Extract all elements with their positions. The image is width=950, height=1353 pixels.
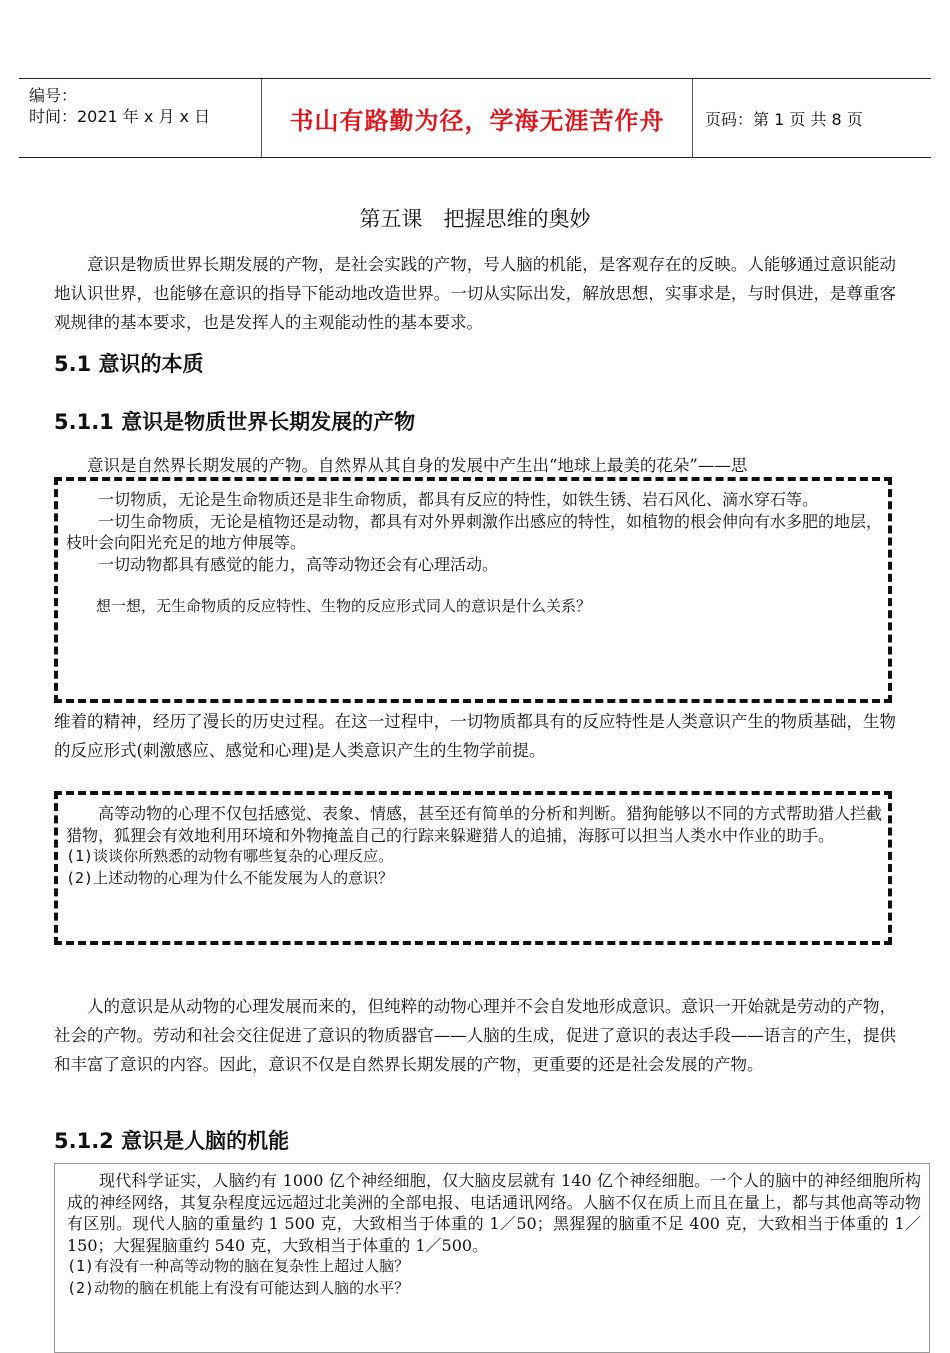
reading-box-reaction [54,477,892,703]
document-number: 编号： [29,86,78,105]
think-question: 想一想，无生命物质的反应特性、生物的反应形式同人的意识是什么关系？ [96,597,592,615]
section-heading-5-1: 5.1 意识的本质 [54,352,204,376]
document-date: 时间：2021 年 x 月 x 日 [29,107,211,126]
box-paragraph: 一切物质，无论是生命物质还是非生命物质，都具有反应的特性，如铁生锈、岩石风化、滴水穿石等。 [98,490,819,509]
section-heading-5-1-1: 5.1.1 意识是物质世界长期发展的产物 [54,410,416,434]
reading-box-animal-psychology [54,791,892,945]
section-heading-5-1-2: 5.1.2 意识是人脑的机能 [54,1129,290,1153]
box-question-1: (1)有没有一种高等动物的脑在复杂性上超过人脑？ [67,1257,410,1275]
header-motto: 书山有路勤为径，学海无涯苦作舟 [262,79,693,157]
box-question-2: (2)上述动物的心理为什么不能发展为人的意识？ [66,868,394,887]
box-question-2: (2)动物的脑在机能上有没有可能达到人脑的水平？ [67,1278,410,1297]
reading-box-brain [54,1163,930,1353]
paragraph-nature-start: 意识是自然界长期发展的产物。自然界从其自身的发展中产生出“地球上最美的花朵”——思 [87,456,748,475]
paragraph-nature-end: 维着的精神，经历了漫长的历史过程。在这一过程中，一切物质都具有的反应特性是人类意识产生的物质基础，生物的反应形式(刺激感应、感觉和心理)是人类意识产生的生物学前提。 [54,712,896,760]
page-info: 页码：第 1 页 共 8 页 [705,109,863,129]
box-paragraph: 现代科学证实，人脑约有 1000 亿个神经细胞，仅大脑皮层就有 140 亿个神经细胞。一个人的脑中的神经细胞所构成的神经网络，其复杂程度远远超过北美洲的全部电报、电话通讯网络。人脑不仅在质上而且在量上，都与其他高等动物有区别。现代人脑的重量约 1 500 克，大致相当于体重的 1／50；黑猩猩的脑重不足 400 克，大致相当于体重的 1／150；大猩猩脑重约 540 克，大致相当于体重的 1／500。 [67,1171,921,1255]
header-table [19,78,931,158]
box-paragraph: 高等动物的心理不仅包括感觉、表象、情感，甚至还有简单的分析和判断。猎狗能够以不同的方式帮助猎人拦截猎物，狐狸会有效地利用环境和外物掩盖自己的行踪来躲避猎人的追捕，海豚可以担当人类水中作业的助手。 [66,804,883,845]
intro-paragraph: 意识是物质世界长期发展的产物，是社会实践的产物，号人脑的机能，是客观存在的反映。人能够通过意识能动地认识世界，也能够在意识的指导下能动地改造世界。一切从实际出发，解放思想，实事求是，与时俱进，是尊重客观规律的基本要求，也是发挥人的主观能动性的基本要求。 [54,255,896,332]
box-question-1: (1)谈谈你所熟悉的动物有哪些复杂的心理反应。 [66,847,394,865]
box-paragraph: 一切动物都具有感觉的能力，高等动物还会有心理活动。 [98,554,499,574]
header-meta-cell [19,79,262,157]
lesson-title: 第五课 把握思维的奥妙 [359,207,591,231]
paragraph-labor-society: 人的意识是从动物的心理发展而来的，但纯粹的动物心理并不会自发地形成意识。意识一开始就是劳动的产物，社会的产物。劳动和社会交往促进了意识的物质器官——人脑的生成，促进了意识的表达手段——语言的产生，提供和丰富了意识的内容。因此，意识不仅是自然界长期发展的产物，更重要的还是社会发展的产物。 [54,997,896,1074]
box-paragraph: 一切生命物质，无论是植物还是动物，都具有对外界刺激作出感应的特性，如植物的根会伸向有水多肥的地层，枝叶会向阳光充足的地方伸展等。 [66,511,883,552]
